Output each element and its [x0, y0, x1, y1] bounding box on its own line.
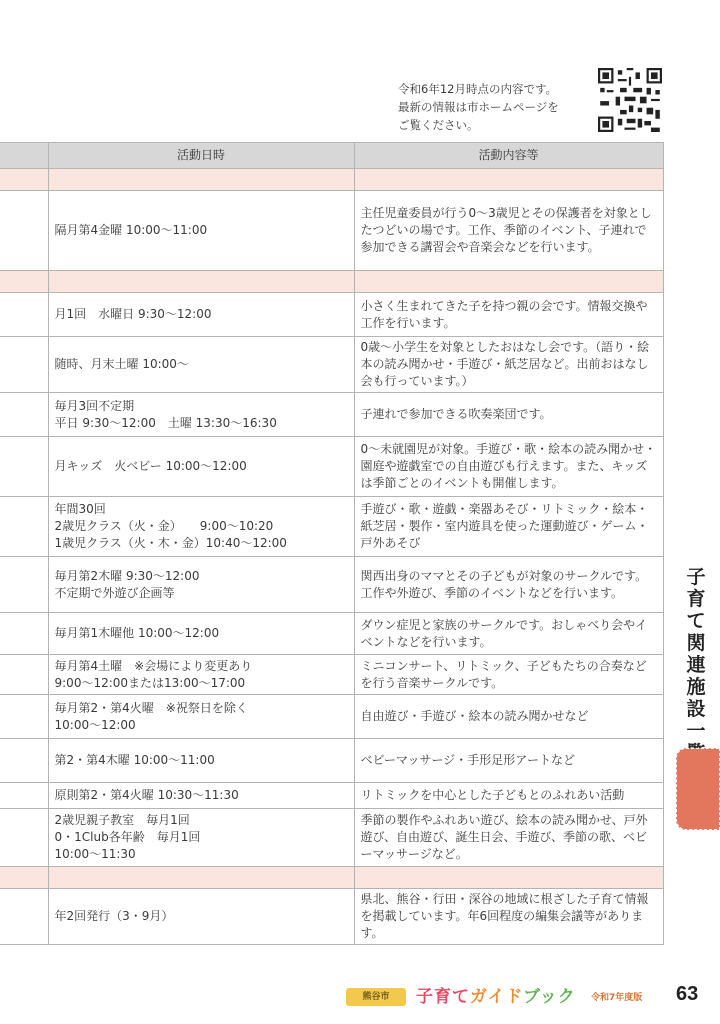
- table-row: [0, 655, 663, 695]
- category-band-row: [0, 867, 663, 889]
- row-name-cell: [0, 191, 48, 271]
- section-title-char: 関: [686, 632, 706, 654]
- section-title-char: 施: [686, 676, 706, 698]
- notice-line: ご覧ください。: [398, 118, 479, 132]
- table-row: [0, 337, 663, 393]
- header-activity-datetime: 活動日時: [48, 143, 354, 169]
- row-name-cell: [0, 337, 48, 393]
- row-name-cell: [0, 293, 48, 337]
- content-text: ミニコンサート、リトミック、子どもたちの合奏などを行う音楽サークルです。: [360, 658, 647, 690]
- table-row: [0, 437, 663, 497]
- notice-line: 令和6年12月時点の内容です。: [398, 82, 558, 96]
- section-title-char: 子: [686, 566, 706, 588]
- update-notice: [398, 80, 594, 134]
- activity-content-cell: [354, 889, 663, 945]
- activity-datetime-cell: [48, 393, 354, 437]
- table-row: [0, 809, 663, 867]
- table-row: [0, 393, 663, 437]
- row-name-cell: [0, 613, 48, 655]
- activity-datetime-cell: [48, 655, 354, 695]
- content-text: 県北、熊谷・行田・深谷の地域に根ざした子育て情報を掲載しています。年6回程度の編集会議等があります。: [360, 892, 649, 940]
- datetime-line: 9:00〜12:00または13:00〜17:00: [54, 675, 246, 690]
- section-title-char: 育: [686, 588, 706, 610]
- content-text: 0歳〜小学生を対象としたおはなし会です。（語り・絵本の読み聞かせ・手遊び・紙芝居など。出前おはなし会も行っています。）: [360, 340, 650, 388]
- datetime-line: 隔月第4金曜 10:00〜11:00: [54, 223, 208, 237]
- guidebook-title: [416, 984, 576, 1010]
- guidebook-title-part: ガイド: [470, 987, 523, 1007]
- row-name-cell: [0, 695, 48, 739]
- activity-content-cell: [354, 613, 663, 655]
- datetime-line: 不定期で外遊び企画等: [54, 585, 175, 600]
- row-name-cell: [0, 739, 48, 783]
- table-row: [0, 739, 663, 783]
- datetime-line: 1歳児クラス（火・木・金）10:40〜12:00: [54, 536, 287, 550]
- content-text: 小さく生まれてきた子を持つ親の会です。情報交換や工作を行います。: [360, 298, 648, 330]
- band-cell: [0, 867, 48, 889]
- activity-datetime-cell: [48, 557, 354, 613]
- content-text: 手遊び・歌・遊戯・楽器あそび・リトミック・絵本・紙芝居・製作・室内遊具を使った運動遊び・ゲーム・戸外あそび: [360, 502, 649, 550]
- band-cell: [0, 169, 48, 191]
- activity-datetime-cell: [48, 809, 354, 867]
- activity-content-cell: [354, 393, 663, 437]
- datetime-line: 原則第2・第4火曜 10:30〜11:30: [54, 788, 239, 802]
- datetime-line: 10:00〜11:30: [54, 847, 136, 861]
- activity-datetime-cell: [48, 739, 354, 783]
- row-name-cell: [0, 783, 48, 809]
- datetime-line: 2歳児親子教室 毎月1回: [54, 813, 190, 827]
- activity-content-cell: [354, 783, 663, 809]
- table-row: [0, 191, 663, 271]
- row-name-cell: [0, 655, 48, 695]
- category-band-row: [0, 271, 663, 293]
- table-row: [0, 695, 663, 739]
- band-cell: [48, 867, 354, 889]
- datetime-line: 2歳児クラス（火・金） 9:00〜10:20: [54, 519, 274, 533]
- table-row: [0, 557, 663, 613]
- band-cell: [354, 169, 663, 191]
- activity-table: [0, 142, 664, 945]
- header-activity-content: 活動内容等: [354, 143, 663, 169]
- activity-datetime-cell: [48, 293, 354, 337]
- section-title-char: 一: [686, 720, 706, 742]
- activity-content-cell: [354, 809, 663, 867]
- band-cell: [0, 271, 48, 293]
- activity-content-cell: [354, 739, 663, 783]
- band-cell: [354, 867, 663, 889]
- header-cell-blank: [0, 143, 48, 169]
- table-row: [0, 889, 663, 945]
- activity-content-cell: [354, 655, 663, 695]
- datetime-line: 第2・第4木曜 10:00〜11:00: [54, 753, 215, 767]
- content-text: 季節の製作やふれあい遊び、絵本の読み聞かせ、戸外遊び、自由遊び、誕生日会、手遊び、季節の歌、ベビーマッサージなど。: [360, 813, 648, 861]
- activity-content-cell: [354, 437, 663, 497]
- datetime-line: 随時、月末土曜 10:00〜: [54, 357, 189, 371]
- activity-datetime-cell: [48, 191, 354, 271]
- notice-line: 最新の情報は市ホームページを: [398, 100, 559, 114]
- datetime-line: 0・1Club各年齢 毎月1回: [54, 830, 201, 844]
- edition-label: 令和7年度版: [591, 993, 643, 1003]
- table-header-row: [0, 143, 663, 169]
- band-cell: [48, 169, 354, 191]
- section-title-vertical: [681, 566, 711, 764]
- content-text: 0〜未就園児が対象。手遊び・歌・絵本の読み聞かせ・園庭や遊戯室での自由遊びも行えます。また、キッズは季節ごとのイベントも開催します。: [360, 442, 657, 490]
- table-row: [0, 293, 663, 337]
- activity-content-cell: [354, 497, 663, 557]
- row-name-cell: [0, 497, 48, 557]
- section-index-tab[interactable]: [676, 748, 720, 830]
- section-title-char: 連: [686, 654, 706, 676]
- datetime-line: 平日 9:30〜12:00 土曜 13:30〜16:30: [54, 415, 277, 430]
- datetime-line: 毎月3回不定期: [54, 398, 135, 413]
- band-cell: [48, 271, 354, 293]
- city-badge: 熊谷市: [346, 988, 406, 1006]
- content-text: 主任児童委員が行う0〜3歳児とその保護者を対象としたつどいの場です。工作、季節のイベント、子連れで参加できる講習会や音楽会などを行います。: [360, 206, 652, 254]
- content-text: 自由遊び・手遊び・絵本の読み聞かせなど: [360, 709, 589, 723]
- activity-content-cell: [354, 337, 663, 393]
- row-name-cell: [0, 393, 48, 437]
- datetime-line: 年2回発行（3・9月）: [54, 909, 174, 923]
- content-text: ダウン症児と家族のサークルです。おしゃべり会やイベントなどを行います。: [360, 617, 648, 649]
- page-number: 63: [676, 983, 699, 1005]
- content-text: 子連れで参加できる吹奏楽団です。: [360, 407, 552, 421]
- section-title-char: て: [686, 610, 706, 632]
- datetime-line: 月1回 水曜日 9:30〜12:00: [54, 307, 212, 321]
- activity-datetime-cell: [48, 889, 354, 945]
- datetime-line: 月キッズ 火ベビー 10:00〜12:00: [54, 459, 247, 473]
- activity-datetime-cell: [48, 437, 354, 497]
- activity-datetime-cell: [48, 497, 354, 557]
- datetime-line: 毎月第2・第4火曜 ※祝祭日を除く: [54, 700, 248, 715]
- table-row: [0, 783, 663, 809]
- category-band-row: [0, 169, 663, 191]
- activity-datetime-cell: [48, 695, 354, 739]
- section-title-char: 設: [686, 698, 706, 720]
- qr-code-icon[interactable]: [598, 68, 662, 132]
- row-name-cell: [0, 809, 48, 867]
- activity-datetime-cell: [48, 337, 354, 393]
- content-text: 関西出身のママとその子どもが対象のサークルです。工作や外遊び、季節のイベントなどを行います。: [360, 568, 648, 600]
- content-text: リトミックを中心とした子どもとのふれあい活動: [360, 788, 625, 802]
- content-text: ベビーマッサージ・手形足形アートなど: [360, 753, 575, 767]
- guidebook-title-part: 子育て: [416, 987, 470, 1007]
- datetime-line: 毎月第2木曜 9:30〜12:00: [54, 568, 200, 583]
- band-cell: [354, 271, 663, 293]
- activity-content-cell: [354, 191, 663, 271]
- row-name-cell: [0, 889, 48, 945]
- activity-content-cell: [354, 695, 663, 739]
- table-row: [0, 497, 663, 557]
- activity-datetime-cell: [48, 783, 354, 809]
- activity-content-cell: [354, 557, 663, 613]
- datetime-line: 10:00〜12:00: [54, 717, 136, 732]
- row-name-cell: [0, 557, 48, 613]
- datetime-line: 年間30回: [54, 502, 106, 516]
- datetime-line: 毎月第4土曜 ※会場により変更あり: [54, 658, 253, 673]
- guidebook-title-part: ブック: [522, 987, 576, 1007]
- activity-datetime-cell: [48, 613, 354, 655]
- activity-content-cell: [354, 293, 663, 337]
- row-name-cell: [0, 437, 48, 497]
- table-row: [0, 613, 663, 655]
- datetime-line: 毎月第1木曜他 10:00〜12:00: [54, 626, 220, 640]
